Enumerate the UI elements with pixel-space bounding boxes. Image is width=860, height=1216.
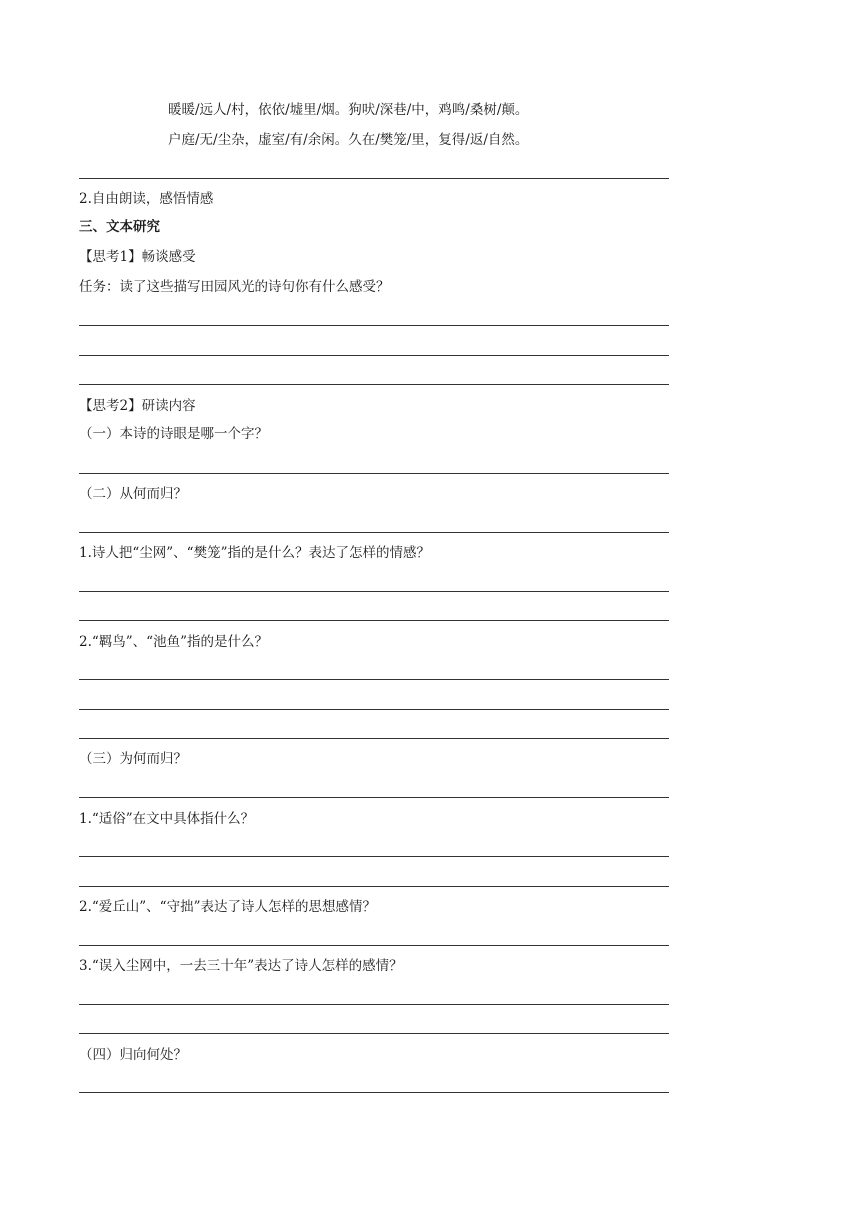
question-san: （三）为何而归？: [79, 751, 187, 767]
question-san-1: 1.“适俗”在文中具体指什么？: [79, 811, 255, 827]
answer-line: [79, 1004, 669, 1005]
answer-line: [79, 178, 669, 179]
question-er: （二）从何而归？: [79, 486, 187, 502]
answer-line: [79, 797, 669, 798]
question-san-3: 3.“误入尘网中，一去三十年”表达了诗人怎样的感情？: [79, 958, 403, 974]
question-si: （四）归向何处？: [79, 1047, 187, 1063]
answer-line: [79, 325, 669, 326]
answer-line: [79, 355, 669, 356]
answer-line: [79, 679, 669, 680]
question-san-2: 2.“爱丘山”、“守拙”表达了诗人怎样的思想感情？: [79, 899, 376, 915]
answer-line: [79, 591, 669, 592]
think-1-task: 任务：读了这些描写田园风光的诗句你有什么感受？: [79, 279, 390, 295]
question-er-1: 1.诗人把“尘网”、“樊笼”指的是什么？表达了怎样的情感？: [79, 545, 430, 561]
answer-line: [79, 856, 669, 857]
section-3-heading: 三、文本研究: [79, 219, 160, 235]
answer-line: [79, 1092, 669, 1093]
answer-line: [79, 709, 669, 710]
answer-line: [79, 738, 669, 739]
free-reading-step: 2.自由朗读，感悟情感: [79, 191, 214, 207]
poem-line-1: 暖暖/远人/村，依依/墟里/烟。狗吠/深巷/中，鸡鸣/桑树/颠。: [168, 102, 529, 118]
answer-line: [79, 532, 669, 533]
answer-line: [79, 1033, 669, 1034]
poem-line-2: 户庭/无/尘杂，虚室/有/余闲。久在/樊笼/里，复得/返/自然。: [168, 132, 529, 148]
answer-line: [79, 945, 669, 946]
question-yi: （一）本诗的诗眼是哪一个字？: [79, 426, 268, 442]
answer-line: [79, 886, 669, 887]
answer-line: [79, 620, 669, 621]
think-1-heading: 【思考1】畅谈感受: [79, 249, 196, 265]
think-2-heading: 【思考2】研读内容: [79, 398, 196, 414]
answer-line: [79, 473, 669, 474]
answer-line: [79, 384, 669, 385]
question-er-2: 2.“羁鸟”、“池鱼”指的是什么？: [79, 634, 268, 650]
